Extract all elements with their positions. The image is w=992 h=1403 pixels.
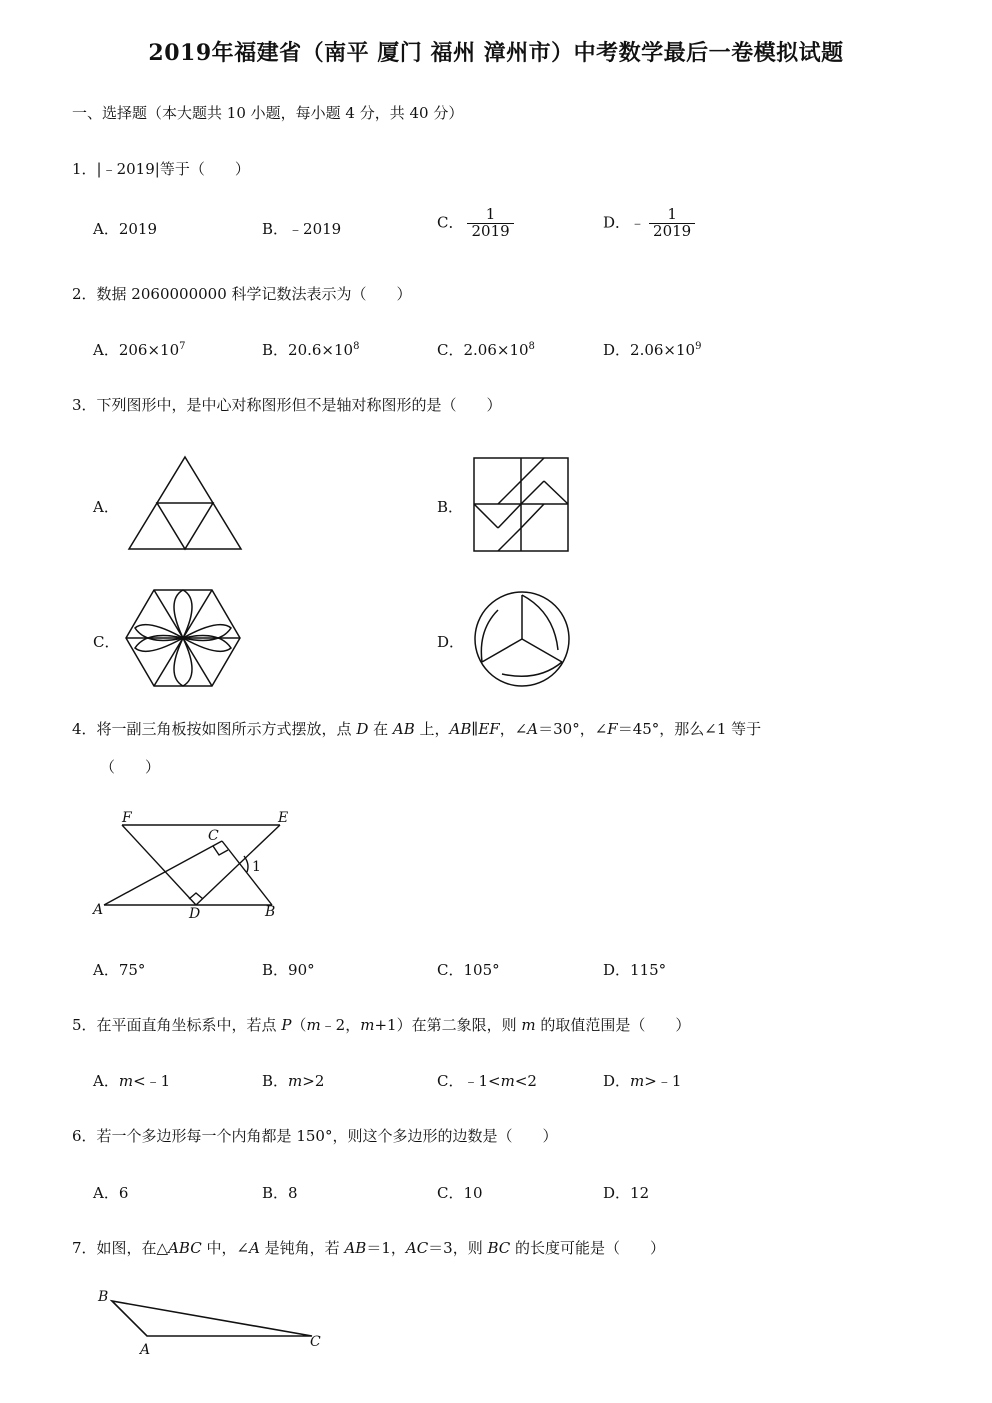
option-prefix: B． — [262, 1072, 289, 1090]
q2-option-c[interactable] — [437, 339, 535, 360]
option-prefix: D． — [603, 1072, 631, 1090]
q4-label-d: D — [189, 906, 201, 922]
q4-stem-line2: （ ） — [100, 758, 161, 776]
q2-option-c-base: C．2.06×10 — [437, 341, 529, 359]
q7-label-b: B — [98, 1289, 109, 1305]
q5-stem-text: （ — [291, 1016, 307, 1034]
q4-option-d[interactable]: D．115° — [603, 961, 667, 979]
q1-stem: 1．|﹣2019|等于（ ） — [72, 160, 250, 178]
q5-option-c[interactable] — [437, 1070, 537, 1091]
q4-stem-text: ，∠ — [499, 720, 528, 738]
q2-option-b-base: B．20.6×10 — [262, 341, 354, 359]
q1-option-d[interactable] — [603, 207, 695, 240]
q5-option-a[interactable] — [93, 1070, 170, 1091]
option-rest: <﹣1 — [133, 1072, 171, 1090]
q5-option-b[interactable] — [262, 1070, 324, 1091]
q2-option-d-exponent: 9 — [695, 341, 702, 352]
q4-label-f: F — [122, 810, 132, 826]
q2-stem: 2．数据 2060000000 科学记数法表示为（ ） — [72, 285, 412, 303]
q6-stem: 6．若一个多边形每一个内角都是 150°，则这个多边形的边数是（ ） — [72, 1127, 558, 1145]
page-title: 2019年福建省（南平 厦门 福州 漳州市）中考数学最后一卷模拟试题 — [148, 40, 844, 66]
q2-option-a-base: A．206×10 — [93, 341, 180, 359]
q6-option-d[interactable]: D．12 — [603, 1184, 650, 1202]
q2-option-c-exponent: 8 — [528, 341, 535, 352]
q4-stem-var: A — [527, 720, 539, 738]
q4-stem-var: F — [607, 720, 618, 738]
q4-figure-triangle-rulers — [92, 808, 302, 923]
option-var: m — [630, 1072, 645, 1090]
q4-option-a[interactable]: A．75° — [93, 961, 146, 979]
q4-stem-text: 4．将一副三角板按如图所示方式摆放，点 — [72, 720, 357, 738]
q4-stem-var: AB — [392, 720, 415, 738]
option-rest: >2 — [302, 1072, 325, 1090]
fraction-denominator: 2019 — [649, 223, 695, 240]
q4-stem-text: 在 — [368, 720, 393, 738]
q7-stem-var: AC — [405, 1239, 429, 1257]
q7-label-a: A — [140, 1342, 151, 1358]
q3-option-a[interactable]: A． — [93, 498, 119, 516]
q4-label-b: B — [265, 904, 276, 920]
q5-stem-var: P — [281, 1016, 292, 1034]
q3-figure-b-pinwheel-square — [472, 456, 570, 553]
q7-label-c: C — [310, 1334, 321, 1350]
fraction-denominator: 2019 — [467, 223, 513, 240]
q4-stem-text: ＝45°，那么∠1 等于 — [617, 720, 762, 738]
q1-option-c-prefix: C． — [437, 213, 464, 232]
q4-label-e: E — [278, 810, 289, 826]
q2-option-b-exponent: 8 — [353, 341, 360, 352]
q5-option-d[interactable] — [603, 1070, 681, 1091]
q7-stem — [72, 1237, 665, 1258]
q7-stem-var: ABC — [168, 1239, 202, 1257]
q4-label-c: C — [208, 828, 219, 844]
q4-label-a: A — [93, 902, 104, 918]
q3-figure-d-circle-triskelion — [472, 590, 572, 690]
q3-figure-c-hexagon-flower — [125, 588, 242, 688]
q7-stem-text: ＝3，则 — [428, 1239, 488, 1257]
q5-stem — [72, 1014, 690, 1035]
q2-option-a-exponent: 7 — [179, 341, 186, 352]
q1-option-c[interactable] — [437, 207, 514, 240]
q2-option-d[interactable] — [603, 339, 701, 360]
q3-figure-a-triangle — [128, 455, 243, 552]
q3-option-d[interactable]: D． — [437, 633, 465, 651]
q5-stem-var: m — [306, 1016, 321, 1034]
q5-stem-text: 5．在平面直角坐标系中，若点 — [72, 1016, 282, 1034]
q3-option-c[interactable]: C． — [93, 633, 120, 651]
q4-label-angle-1: 1 — [252, 859, 261, 875]
q7-stem-text: ＝1， — [366, 1239, 406, 1257]
q7-stem-text: 7．如图，在△ — [72, 1239, 169, 1257]
q2-option-d-base: D．2.06×10 — [603, 341, 696, 359]
q3-stem: 3．下列图形中，是中心对称图形但不是轴对称图形的是（ ） — [72, 396, 502, 414]
q3-option-b[interactable]: B． — [437, 498, 464, 516]
q1-option-a[interactable]: A．2019 — [93, 220, 158, 238]
q4-option-c[interactable]: C．105° — [437, 961, 500, 979]
option-var: m — [288, 1072, 303, 1090]
option-rest: <2 — [514, 1072, 537, 1090]
q5-stem-text: ﹣2， — [320, 1016, 361, 1034]
q2-option-b[interactable] — [262, 339, 359, 360]
q4-stem-var: AB∥EF — [449, 720, 500, 738]
q7-stem-text: 中，∠ — [201, 1239, 250, 1257]
q1-option-b[interactable]: B．﹣2019 — [262, 220, 342, 238]
q1-option-d-fraction — [649, 207, 695, 240]
q7-stem-var: AB — [344, 1239, 367, 1257]
option-var: m — [500, 1072, 515, 1090]
q6-option-a[interactable]: A．6 — [93, 1184, 129, 1202]
q5-stem-var: m — [360, 1016, 375, 1034]
fraction-numerator: 1 — [485, 205, 496, 223]
option-var: m — [118, 1072, 134, 1090]
q6-option-c[interactable]: C．10 — [437, 1184, 483, 1202]
q6-option-b[interactable]: B．8 — [262, 1184, 298, 1202]
q4-stem-text: ＝30°，∠ — [538, 720, 608, 738]
fraction-numerator: 1 — [667, 205, 677, 223]
q7-stem-var: A — [249, 1239, 260, 1257]
q5-stem-text: 的取值范围是（ ） — [535, 1016, 691, 1034]
q7-stem-text: 是钝角，若 — [259, 1239, 345, 1257]
q2-option-a[interactable] — [93, 339, 186, 360]
q4-stem-var: D — [356, 720, 369, 738]
section-header: 一、选择题（本大题共 10 小题，每小题 4 分，共 40 分） — [72, 104, 464, 122]
q4-stem — [72, 718, 761, 739]
option-prefix: C．﹣1< — [437, 1072, 501, 1090]
q1-option-c-fraction — [467, 207, 513, 240]
option-prefix: A． — [93, 1072, 119, 1090]
q1-option-d-prefix: D．﹣ — [603, 213, 646, 232]
q4-option-b[interactable]: B．90° — [262, 961, 315, 979]
option-rest: >﹣1 — [644, 1072, 682, 1090]
q7-figure-obtuse-triangle — [92, 1284, 332, 1360]
q7-stem-text: 的长度可能是（ ） — [510, 1239, 666, 1257]
q4-stem-text: 上， — [414, 720, 450, 738]
q7-stem-var: BC — [487, 1239, 511, 1257]
q5-stem-var: m — [521, 1016, 536, 1034]
q5-stem-text: +1）在第二象限，则 — [374, 1016, 522, 1034]
